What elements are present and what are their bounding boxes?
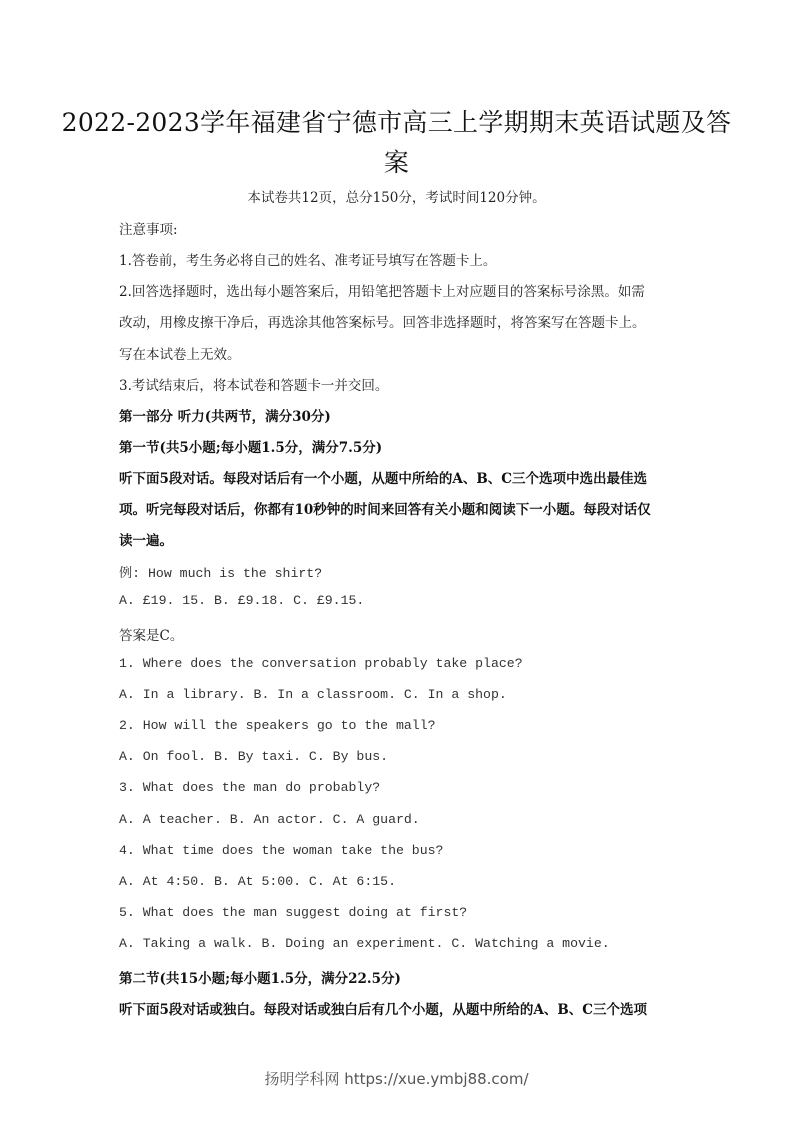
example-options: A. £19. 15. B. £9.18. C. £9.15. (119, 593, 365, 608)
section1-instructions: 项。听完每段对话后，你都有10秒钟的时间来回答有关小题和阅读下一小题。每段对话仅 (119, 502, 651, 518)
section1-instructions: 读一遍。 (119, 533, 173, 549)
notice-item: 改动，用橡皮擦干净后，再选涂其他答案标号。回答非选择题时，将答案写在答题卡上。 (119, 315, 646, 331)
document-title-line-1: 2022-2023学年福建省宁德市高三上学期期末英语试题及答 (61, 108, 732, 137)
notice-item: 3.考试结束后，将本试卷和答题卡一并交回。 (119, 378, 389, 394)
question: 1. Where does the conversation probably take place? (119, 656, 523, 671)
section2-heading: 第二节(共15小题;每小题1.5分，满分22.5分) (119, 971, 401, 987)
question-options: A. A teacher. B. An actor. C. A guard. (119, 812, 420, 827)
question: 3. What does the man do probably? (119, 780, 381, 795)
section1-instructions: 听下面5段对话。每段对话后有一个小题，从题中所给的A、B、C三个选项中选出最佳选 (119, 471, 648, 487)
question-options: A. On fool. B. By taxi. C. By bus. (119, 749, 389, 764)
section1-heading: 第一节(共5小题;每小题1.5分，满分7.5分) (119, 440, 383, 456)
question-options: A. At 4:50. B. At 5:00. C. At 6:15. (119, 874, 396, 889)
notice-heading: 注意事项: (119, 222, 178, 238)
question: 2. How will the speakers go to the mall? (119, 718, 436, 733)
question-options: A. Taking a walk. B. Doing an experiment. C. Watching a movie. (119, 936, 610, 951)
footer-watermark: 扬明学科网 https://xue.ymbj88.com/ (264, 1070, 529, 1088)
question: 4. What time does the woman take the bus? (119, 843, 444, 858)
question-options: A. In a library. B. In a classroom. C. In a shop. (119, 687, 507, 702)
section2-instructions: 听下面5段对话或独白。每段对话或独白后有几个小题，从题中所给的A、B、C三个选项 (119, 1002, 648, 1018)
exam-info: 本试卷共12页，总分150分，考试时间120分钟。 (247, 190, 546, 206)
example-answer: 答案是C。 (119, 628, 184, 644)
notice-item: 写在本试卷上无效。 (119, 347, 241, 363)
example-question: 例: How much is the shirt? (119, 566, 323, 581)
notice-item: 1.答卷前，考生务必将自己的姓名、准考证号填写在答题卡上。 (119, 253, 497, 269)
part1-heading: 第一部分 听力(共两节，满分30分) (119, 409, 331, 425)
notice-item: 2.回答选择题时，选出每小题答案后，用铅笔把答题卡上对应题目的答案标号涂黑。如需 (119, 284, 645, 300)
document-title-line-2: 案 (383, 148, 410, 177)
question: 5. What does the man suggest doing at first? (119, 905, 468, 920)
